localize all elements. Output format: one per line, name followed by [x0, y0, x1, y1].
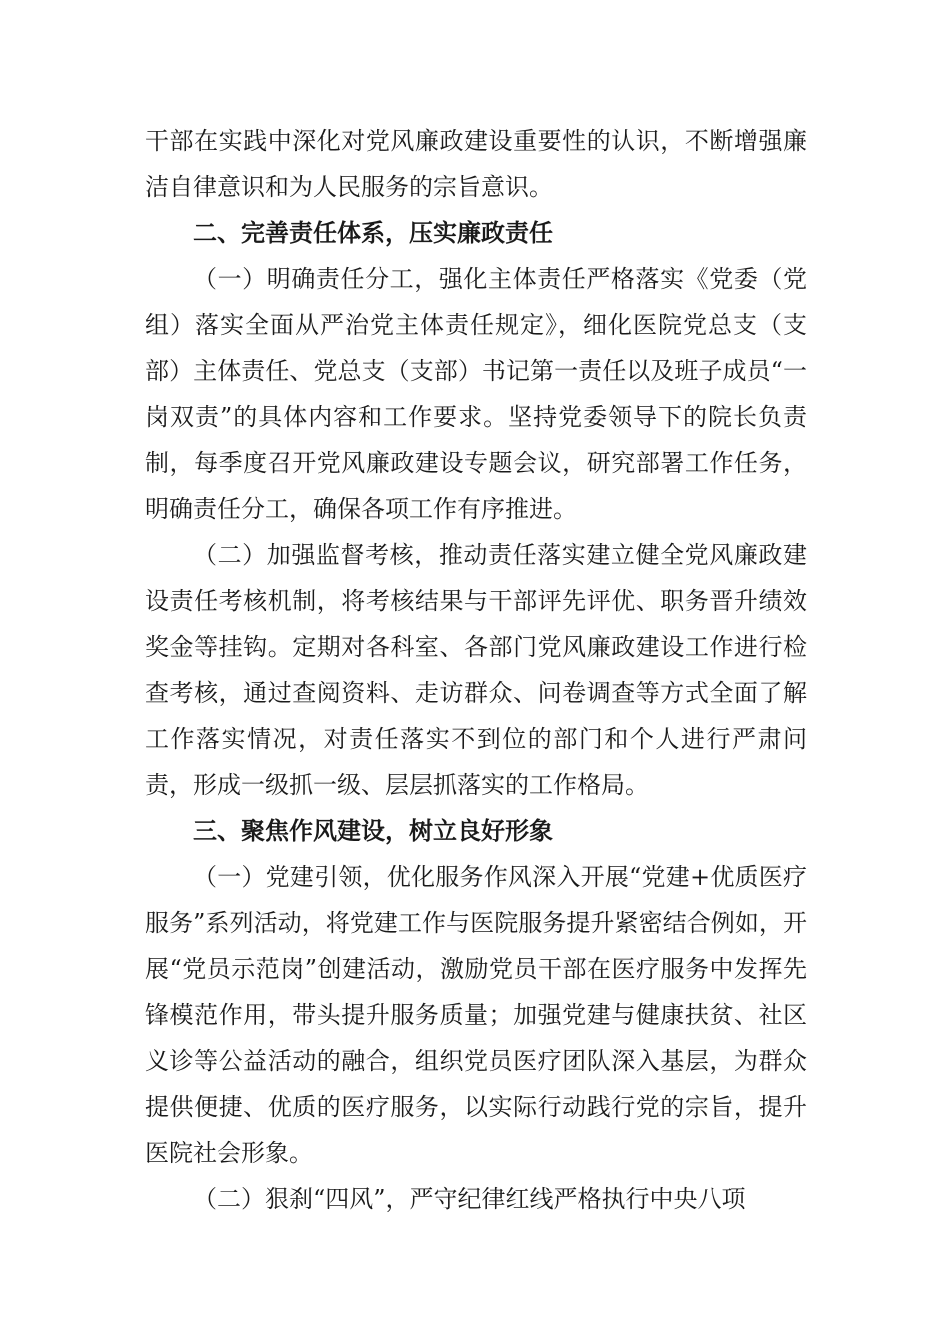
document-body [145, 118, 807, 1222]
paragraph-2-2: （二）加强监督考核，推动责任落实建立健全党风廉政建设责任考核机制，将考核结果与干部评先评优、职务晋升绩效奖金等挂钩。定期对各科室、各部门党风廉政建设工作进行检查考核，通过查阅资料、走访群众、问卷调查等方式全面了解工作落实情况，对责任落实不到位的部门和个人进行严肃问责，形成一级抓一级、层层抓落实的工作格局。 [145, 541, 807, 799]
paragraph-2-1: （一）明确责任分工，强化主体责任严格落实《党委（党组）落实全面从严治党主体责任规定》，细化医院党总支（支部）主体责任、党总支（支部）书记第一责任以及班子成员“一岗双责”的具体内容和工作要求。坚持党委领导下的院长负责制，每季度召开党风廉政建设专题会议，研究部署工作任务，明确责任分工，确保各项工作有序推进。 [145, 265, 807, 523]
paragraph-3-1: （一）党建引领，优化服务作风深入开展“党建+优质医疗服务”系列活动，将党建工作与医院服务提升紧密结合例如，开展“党员示范岗”创建活动，激励党员干部在医疗服务中发挥先锋模范作用，带头提升服务质量；加强党建与健康扶贫、社区义诊等公益活动的融合，组织党员医疗团队深入基层，为群众提供便捷、优质的医疗服务，以实际行动践行党的宗旨，提升医院社会形象。 [145, 863, 807, 1167]
paragraph-3-2: （二）狠刹“四风”，严守纪律红线严格执行中央八项 [193, 1185, 746, 1213]
paragraph-intro-continuation: 干部在实践中深化对党风廉政建设重要性的认识，不断增强廉洁自律意识和为人民服务的宗旨意识。 [145, 127, 807, 201]
section-heading-2: 二、完善责任体系，压实廉政责任 [193, 219, 553, 247]
section-heading-3: 三、聚焦作风建设，树立良好形象 [193, 817, 553, 845]
